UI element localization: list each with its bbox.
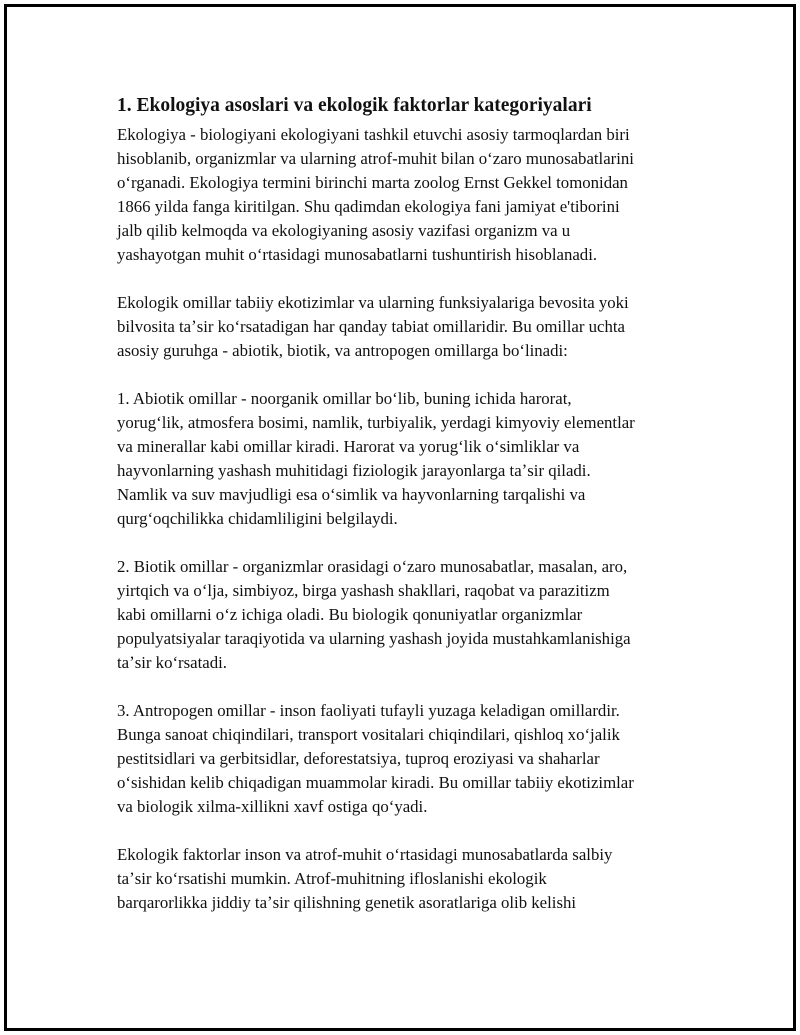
text-line: Ekologik omillar tabiiy ekotizimlar va ularning funksiyalariga bevosita yoki: [117, 293, 629, 312]
text-line: hayvonlarning yashash muhitidagi fiziologik jarayonlarga taʼsir qiladi.: [117, 461, 591, 480]
text-line: yorugʻlik, atmosfera bosimi, namlik, turbiyalik, yerdagi kimyoviy elementlar: [117, 413, 635, 432]
text-line: va minerallar kabi omillar kiradi. Harorat va yorugʻlik oʻsimliklar va: [117, 437, 580, 456]
text-line: yashayotgan muhit oʻrtasidagi munosabatlarni tushuntirish hisoblanadi.: [117, 245, 598, 264]
document-body: [117, 92, 697, 915]
text-line: bilvosita taʼsir koʻrsatadigan har qanday tabiat omillaridir. Bu omillar uchta: [117, 317, 625, 336]
text-line: yirtqich va oʻlja, simbiyoz, birga yashash shakllari, raqobat va parazitizm: [117, 581, 610, 600]
text-line: kabi omillarni oʻz ichiga oladi. Bu biologik qonuniyatlar organizmlar: [117, 605, 583, 624]
text-line: taʼsir koʻrsatishi mumkin. Atrof-muhitning ifloslanishi ekologik: [117, 869, 547, 888]
text-line: oʻrganadi. Ekologiya termini birinchi marta zoolog Ernst Gekkel tomonidan: [117, 173, 628, 192]
document-title: 1. Ekologiya asoslari va ekologik faktorlar kategoriyalari: [117, 95, 592, 116]
text-line: 1866 yilda fanga kiritilgan. Shu qadimdan ekologiya fani jamiyat e'tiborini: [117, 197, 620, 216]
paragraph-intro: [117, 123, 697, 267]
text-line: hisoblanib, organizmlar va ularning atrof-muhit bilan oʻzaro munosabatlarini: [117, 149, 634, 168]
paragraph-ecological-factors: [117, 291, 697, 363]
text-line: Namlik va suv mavjudligi esa oʻsimlik va hayvonlarning tarqalishi va: [117, 485, 586, 504]
text-line: 1. Abiotik omillar - noorganik omillar boʻlib, buning ichida harorat,: [117, 389, 572, 408]
paragraph-biotic-factors: [117, 555, 697, 675]
paragraph-conclusion: [117, 843, 697, 915]
paragraph-anthropogenic-factors: [117, 699, 697, 819]
text-line: qurgʻoqchilikka chidamliligini belgilaydi.: [117, 509, 398, 528]
text-line: Ekologiya - biologiyani ekologiyani tashkil etuvchi asosiy tarmoqlardan biri: [117, 125, 630, 144]
text-line: oʻsishidan kelib chiqadigan muammolar kiradi. Bu omillar tabiiy ekotizimlar: [117, 773, 634, 792]
text-line: 3. Antropogen omillar - inson faoliyati tufayli yuzaga keladigan omillardir.: [117, 701, 620, 720]
text-line: barqarorlikka jiddiy taʼsir qilishning genetik asoratlariga olib kelishi: [117, 893, 577, 912]
text-line: Ekologik faktorlar inson va atrof-muhit oʻrtasidagi munosabatlarda salbiy: [117, 845, 613, 864]
text-line: asosiy guruhga - abiotik, biotik, va antropogen omillarga boʻlinadi:: [117, 341, 568, 360]
text-line: taʼsir koʻrsatadi.: [117, 653, 227, 672]
text-line: 2. Biotik omillar - organizmlar orasidagi oʻzaro munosabatlar, masalan, aro,: [117, 557, 628, 576]
text-line: va biologik xilma-xillikni xavf ostiga qoʻyadi.: [117, 797, 428, 816]
text-line: jalb qilib kelmoqda va ekologiyaning asosiy vazifasi organizm va u: [117, 221, 571, 240]
text-line: Bunga sanoat chiqindilari, transport vositalari chiqindilari, qishloq xoʻjalik: [117, 725, 620, 744]
paragraph-abiotic-factors: [117, 387, 697, 531]
text-line: pestitsidlari va gerbitsidlar, deforestatsiya, tuproq eroziyasi va shaharlar: [117, 749, 600, 768]
text-line: populyatsiyalar taraqiyotida va ularning yashash joyida mustahkamlanishiga: [117, 629, 631, 648]
